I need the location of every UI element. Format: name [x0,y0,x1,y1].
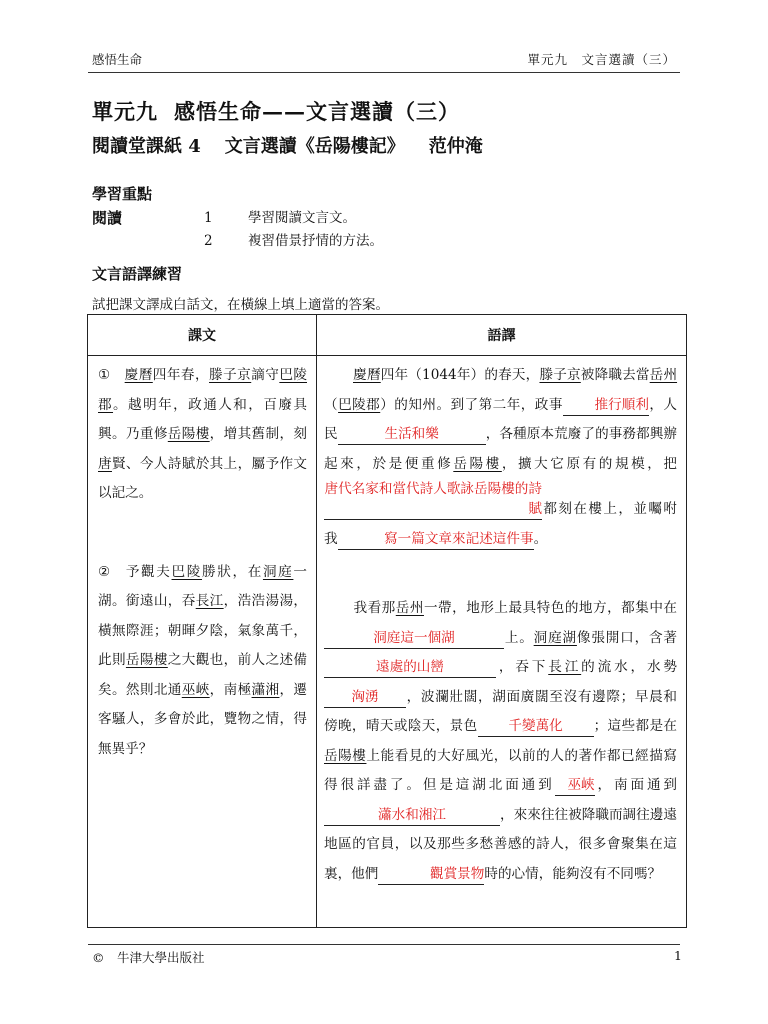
answer-blank[interactable]: 寫一篇文章來記述這件事 [338,529,534,550]
header-left: 感悟生命 [92,52,143,67]
header-right: 單元九 文言選讀（三） [527,52,676,67]
translation-text-2: 我看那岳州一帶，地形上最具特色的地方，都集中在洞庭這一個湖 上。洞庭湖像張開口，含著遠處的山巒 ，吞下長江的流水，水勢洶湧 ，波瀾壯闊，湖面廣闊至沒有邊際；早晨和傍晚，晴天或陰天，景色 千變萬化 ；這些都是在岳陽樓上能看見的大好風光，以前的人的著作都已經描寫得很詳盡了。但是這湖北面通到 巫峽，南面通到瀟水和湘江 ，來來往往被降職而調往邊遠地區的官員，以及那些多愁善感的詩人，很多會聚集在這裏，他們 觀賞景物時的心情，能夠沒有不同嗎？ [318,590,685,889]
unit-title [92,96,476,126]
answer-blank[interactable]: 巫峽 [555,775,595,796]
focus-list [204,207,383,253]
header-rule [88,72,680,73]
answer-blank[interactable]: 生活和樂 [338,424,486,445]
worksheet-number: 閱讀堂課紙 4 [92,136,201,157]
footer-rule [88,944,680,945]
unit-number: 單元九 [92,99,158,124]
table-row [88,356,687,928]
source-text-1: ① 慶曆四年春，滕子京謫守巴陵郡。越明年，政通人和，百廢具興。乃重修岳陽樓，增其舊制，刻唐賢、今人詩賦於其上，屬予作文以記之。 [98,367,308,501]
unit-theme: 感悟生命——文言選讀（三） [174,99,460,124]
focus-heading: 學習重點 [92,185,153,203]
lesson-author: 范仲淹 [428,136,483,157]
column-header-source: 課文 [88,315,317,356]
footer-publisher: © 牛津大學出版社 [92,950,205,965]
answer-blank[interactable]: 遠處的山巒 [324,657,496,678]
answer-blank[interactable]: 唐代名家和當代詩人歌詠岳陽樓的詩賦 [324,479,542,520]
table-header-row [88,315,687,356]
column-header-translation: 語譯 [317,315,687,356]
practice-heading: 文言語譯練習 [92,265,183,283]
focus-item: 1 學習閱讀文言文。 [204,210,356,226]
answer-blank[interactable]: 觀賞景物 [378,864,484,885]
practice-instruction: 試把課文譯成白話文，在橫線上填上適當的答案。 [92,297,389,313]
source-text-2: ② 予觀夫巴陵勝狀，在洞庭一湖。銜遠山，吞長江，浩浩湯湯，橫無際涯；朝暉夕陰，氣象萬千，此則岳陽樓之大觀也，前人之述備矣。然則北通巫峽，南極瀟湘，遷客騷人，多會於此，覽物之情，得無異乎？ [98,563,308,757]
answer-blank[interactable]: 洞庭這一個湖 [324,628,504,649]
translation-table [87,314,687,928]
translation-text-1: 慶曆四年（1044年）的春天，滕子京被降職去當岳州（巴陵郡）的知州。到了第二年，政事 推行順利，人民 生活和樂 ，各種原本荒廢了的事務都興辦起來，於是便重修岳陽樓，擴大它原有的規模，把唐代名家和當代詩人歌詠岳陽樓的詩賦都刻在樓上，並囑咐我 寫一篇文章來記述這件事。 [318,357,685,554]
focus-label: 閱讀 [92,209,123,227]
worksheet-title [92,132,507,158]
lesson-title: 文言選讀《岳陽樓記》 [224,136,405,157]
answer-blank[interactable]: 瀟水和湘江 [324,805,500,826]
running-header [92,50,676,70]
page-number: 1 [674,948,682,963]
source-cell [88,356,317,928]
translation-cell [317,356,687,928]
answer-blank[interactable]: 千變萬化 [478,716,594,737]
answer-blank[interactable]: 推行順利 [563,395,649,416]
answer-blank[interactable]: 洶湧 [324,687,406,708]
focus-item: 2 複習借景抒情的方法。 [204,233,383,249]
